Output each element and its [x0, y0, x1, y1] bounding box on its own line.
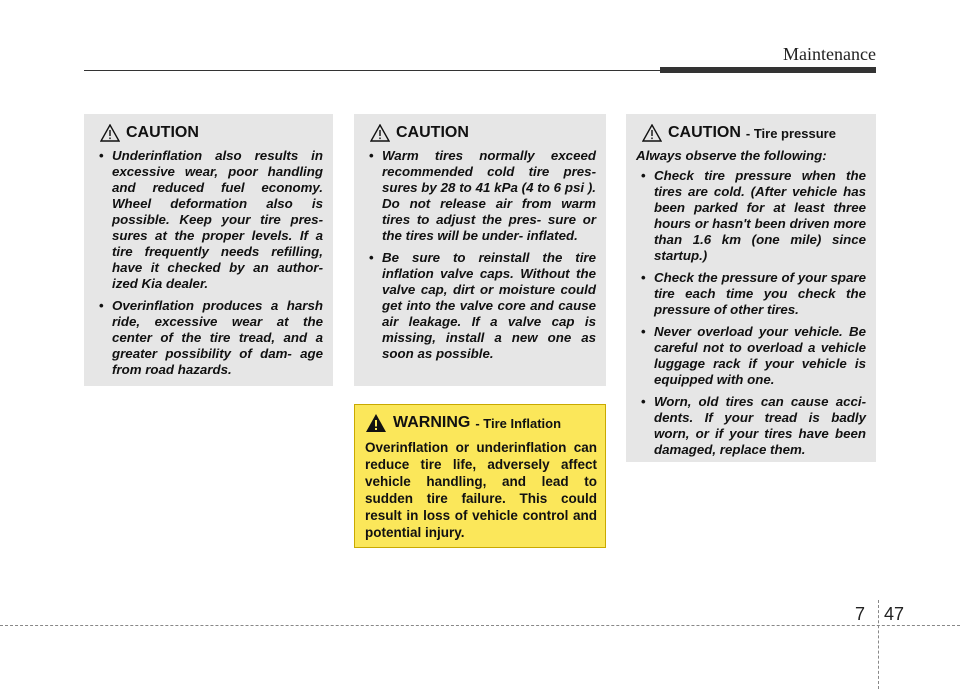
caution-panel-warm-tires [354, 114, 606, 386]
caution-heading [364, 124, 596, 142]
header-rule-accent [660, 67, 876, 73]
chapter-number: 7 [855, 604, 866, 624]
caution-list [364, 148, 596, 362]
footer-divider [878, 600, 879, 689]
footer-rule [0, 625, 960, 626]
warning-subtitle: - Tire Inflation [475, 415, 562, 431]
caution-intro: Always observe the following: [636, 148, 827, 163]
list-item: • Check tire pressure when the tires are cold. (After vehicle has been parked for at least three hours or hasn't been driven more than 1.6 km (one mile) since startup.) [636, 168, 866, 264]
warning-title: WARNING [393, 414, 471, 431]
warning-panel-tire-inflation [354, 404, 606, 548]
page-header-title: Maintenance [783, 44, 876, 64]
list-item: • Underinflation also results in excessive wear, poor handling and reduced fuel economy. Wheel deformation also is possible. Keep your tire pres- sures at the proper levels. If a tire frequently needs refilling, have it checked by an author- ized Kia dealer. [94, 148, 323, 292]
list-item: • Never overload your vehicle. Be careful not to overload a vehicle luggage rack if your vehicle is equipped with one. [636, 324, 866, 388]
list-item: • Worn, old tires can cause acci- dents. If your tread is badly worn, or if your tires have been damaged, replace them. [636, 394, 866, 458]
caution-title: CAUTION [396, 124, 469, 141]
caution-heading [94, 124, 323, 142]
caution-list [636, 168, 866, 458]
page-number: 47 [884, 604, 905, 624]
warning-body: Overinflation or underinflation can reduce tire life, adversely affect vehicle handling, and lead to sudden tire failure. This could result in loss of vehicle control and potential injury. [365, 440, 597, 540]
warning-heading [365, 413, 597, 433]
caution-panel-tire-pressure [626, 114, 876, 462]
header-rule [84, 70, 660, 71]
caution-triangle-icon [100, 124, 120, 142]
caution-title: CAUTION [126, 124, 199, 141]
caution-subtitle: - Tire pressure [745, 125, 836, 141]
list-item: • Warm tires normally exceed recommended cold tire pres- sures by 28 to 41 kPa (4 to 6 psi ). Do not release air from warm tires to adjust the pres- sure or the tires will be under- inflated. [364, 148, 596, 244]
list-item: • Overinflation produces a harsh ride, excessive wear at the center of the tire tread, and a greater possibility of dam- age from road hazards. [94, 298, 323, 378]
caution-triangle-icon [642, 124, 662, 142]
caution-heading [636, 124, 866, 142]
warning-triangle-icon [365, 413, 387, 433]
caution-title: CAUTION [668, 124, 741, 141]
caution-triangle-icon [370, 124, 390, 142]
list-item: • Be sure to reinstall the tire inflation valve caps. Without the valve cap, dirt or moisture could get into the valve core and cause air leakage. If a valve cap is missing, install a new one as soon as possible. [364, 250, 596, 362]
caution-list [94, 148, 323, 378]
caution-panel-underinflation [84, 114, 333, 386]
list-item: • Check the pressure of your spare tire each time you check the pressure of other tires. [636, 270, 866, 318]
